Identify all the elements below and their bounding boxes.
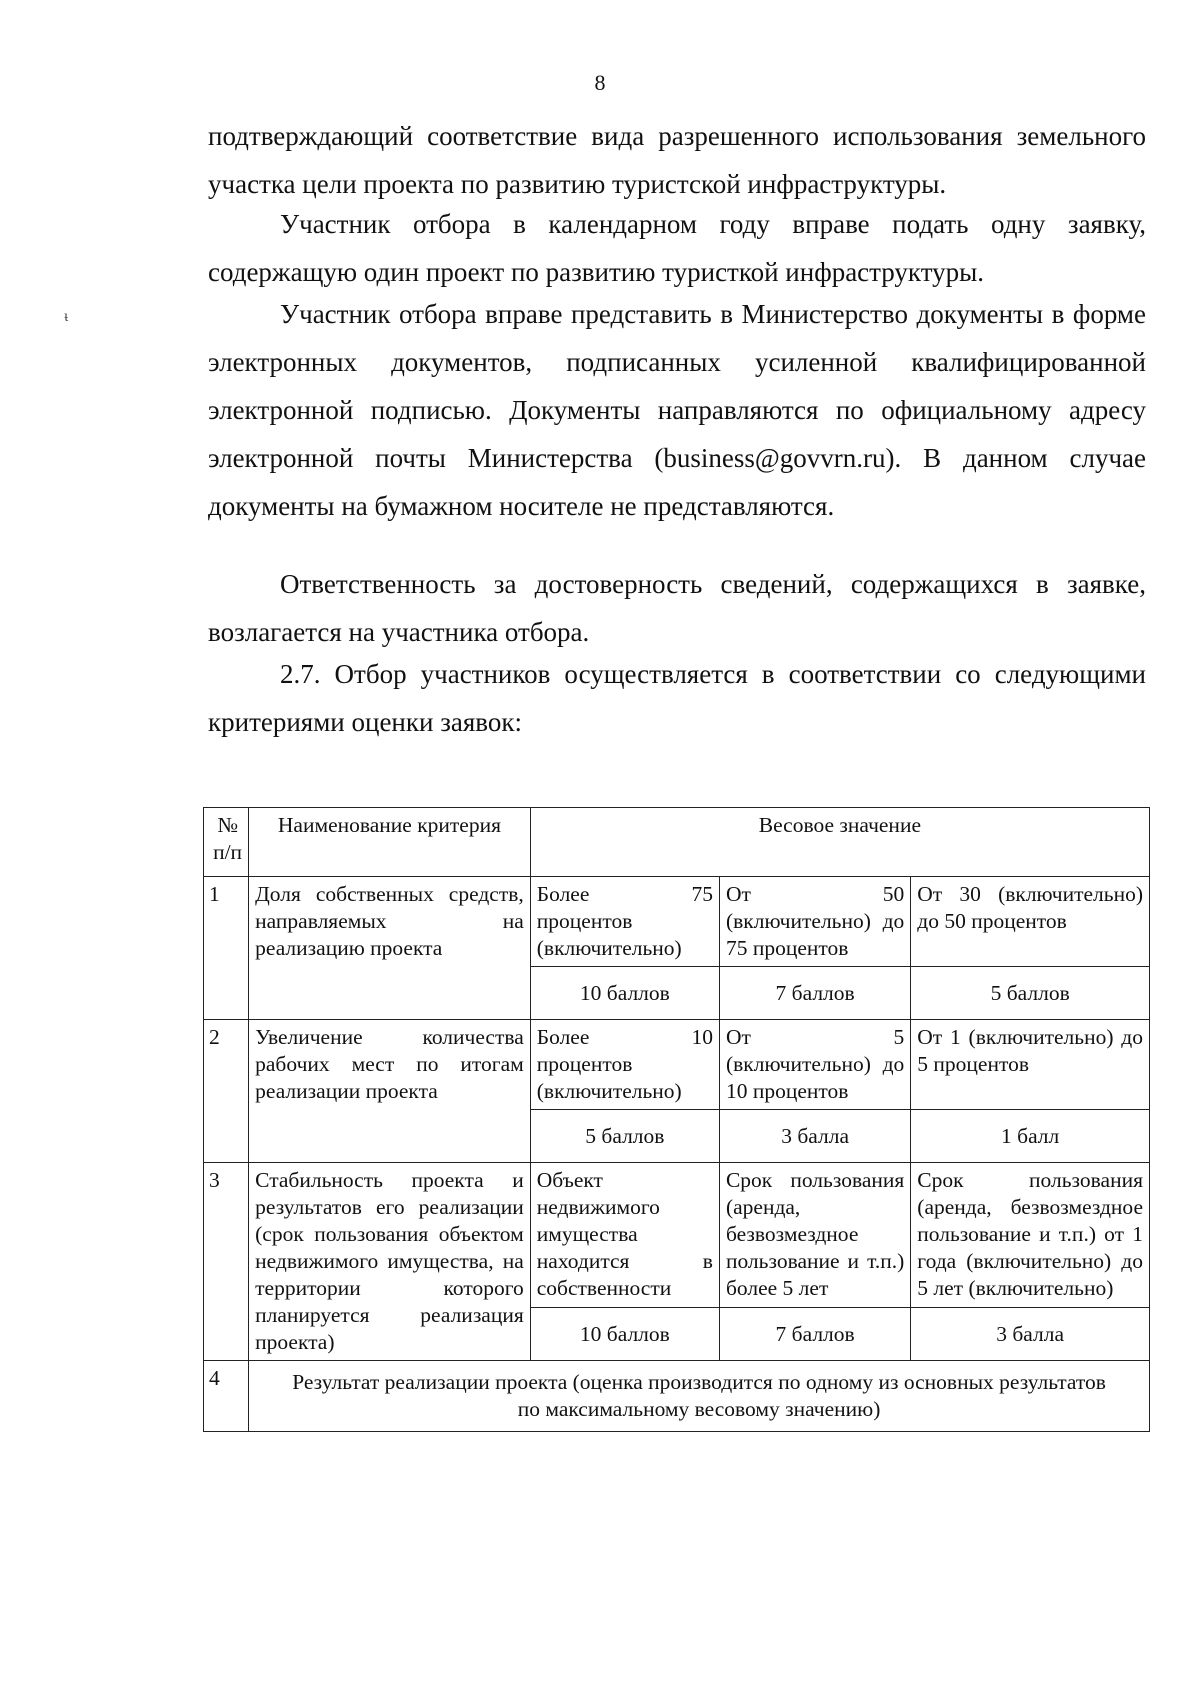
row-num-cell: 4 bbox=[204, 1361, 249, 1432]
score-cell: 10 баллов bbox=[530, 1308, 719, 1361]
criterion-option-cell: Более 75 процентов (включительно) bbox=[530, 877, 719, 967]
page-number: 8 bbox=[594, 70, 606, 95]
criterion-option-cell: От 5 (включительно) до 10 процентов bbox=[719, 1020, 910, 1110]
table-row bbox=[204, 1020, 1150, 1110]
criterion-option-cell: От 50 (включительно) до 75 процентов bbox=[719, 877, 910, 967]
score-cell: 5 баллов bbox=[911, 967, 1150, 1020]
table-header-row bbox=[204, 808, 1150, 877]
row-num-cell: 3 bbox=[204, 1163, 249, 1361]
paragraph-electronic-documents: Участник отбора вправе представить в Министерство документы в форме электронных документов, подписанных усиленной квалифицированной электронной подписью. Документы направляются по официальному адресу электронной почты Министерства (business@govvrn.ru). В данном случае документы на бумажном носителе не представляются. bbox=[208, 299, 1146, 521]
score-cell: 10 баллов bbox=[530, 967, 719, 1020]
paragraph-one-application: Участник отбора в календарном году вправе подать одну заявку, содержащую один проект по развитию туристкой инфраструктуры. bbox=[208, 209, 1146, 287]
criterion-name-cell: Увеличение количества рабочих мест по итогам реализации проекта bbox=[249, 1020, 531, 1163]
score-cell: 3 балла bbox=[911, 1308, 1150, 1361]
criterion-option-cell: Срок пользования (аренда, безвозмездное пользование и т.п.) от 1 года (включительно) до 5 лет (включительно) bbox=[911, 1163, 1150, 1308]
table-row bbox=[204, 1361, 1150, 1432]
row-num-cell: 1 bbox=[204, 877, 249, 1020]
paragraph-selection-criteria: 2.7. Отбор участников осуществляется в соответствии со следующими критериями оценки заявок: bbox=[208, 659, 1146, 737]
table-row bbox=[204, 877, 1150, 967]
criterion-option-cell: Объект недвижимого имущества находится в собственности bbox=[530, 1163, 719, 1308]
table-row bbox=[204, 1163, 1150, 1308]
criterion-option-cell: От 1 (включительно) до 5 процентов bbox=[911, 1020, 1150, 1110]
criterion-name-cell: Доля собственных средств, направляемых на реализацию проекта bbox=[249, 877, 531, 1020]
score-cell: 7 баллов bbox=[719, 1308, 910, 1361]
criterion-option-cell: Более 10 процентов (включительно) bbox=[530, 1020, 719, 1110]
score-cell: 3 балла bbox=[719, 1110, 910, 1163]
header-num-cell: № п/п bbox=[204, 808, 249, 877]
criteria-table bbox=[203, 807, 1150, 1432]
score-cell: 1 балл bbox=[911, 1110, 1150, 1163]
criterion-name-cell: Стабильность проекта и результатов его реализации (срок пользования объектом недвижимого имущества, на территории которого планируется реализация проекта) bbox=[249, 1163, 531, 1361]
header-name-cell: Наименование критерия bbox=[249, 808, 531, 877]
row-num-cell: 2 bbox=[204, 1020, 249, 1163]
criterion-option-cell: Срок пользования (аренда, безвозмездное пользование и т.п.) более 5 лет bbox=[719, 1163, 910, 1308]
criterion-result-cell: Результат реализации проекта (оценка производится по одному из основных результатов по максимальному весовому значению) bbox=[249, 1361, 1150, 1432]
header-weight-cell: Весовое значение bbox=[530, 808, 1149, 877]
paragraph-responsibility: Ответственность за достоверность сведений, содержащихся в заявке, возлагается на участника отбора. bbox=[208, 569, 1146, 647]
criterion-option-cell: От 30 (включительно) до 50 процентов bbox=[911, 877, 1150, 967]
paragraph-continuation: подтверждающий соответствие вида разрешенного использования земельного участка цели проекта по развитию туристской инфраструктуры. bbox=[208, 121, 1146, 199]
score-cell: 5 баллов bbox=[530, 1110, 719, 1163]
score-cell: 7 баллов bbox=[719, 967, 910, 1020]
scan-artifact-mark: ᵼ bbox=[64, 308, 69, 325]
